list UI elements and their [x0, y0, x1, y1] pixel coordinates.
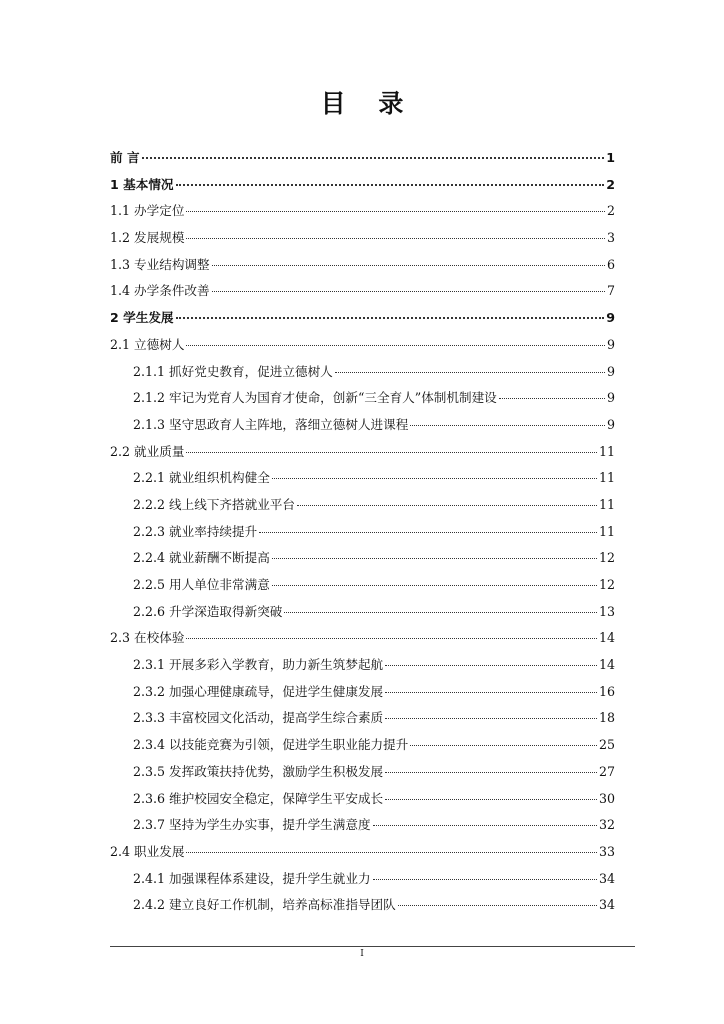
- toc-entry[interactable]: [110, 788, 615, 815]
- toc-entry-label: 1.1 办学定位: [110, 203, 185, 219]
- toc-dot-leader: [176, 317, 605, 319]
- toc-entry-label: 2.2.2 线上线下齐搭就业平台: [133, 496, 295, 512]
- toc-entry-page: 9: [606, 363, 615, 379]
- toc-entry-page: 34: [598, 870, 615, 886]
- toc-entry-label: 2.3.4 以技能竞赛为引领，促进学生职业能力提升: [133, 737, 409, 753]
- toc-entry[interactable]: [110, 627, 615, 654]
- toc-entry-page: 9: [606, 390, 615, 406]
- toc-entry-label: 1.2 发展规模: [110, 230, 185, 246]
- toc-dot-leader: [398, 905, 597, 906]
- toc-dot-leader: [186, 345, 605, 346]
- toc-dot-leader: [212, 265, 605, 266]
- toc-entry-page: 9: [606, 336, 615, 352]
- toc-entry[interactable]: [110, 841, 615, 868]
- toc-dot-leader: [176, 184, 605, 186]
- toc-entry-label: 2.4.1 加强课程体系建设，提升学生就业力: [133, 870, 371, 886]
- toc-entry-label: 2.2.1 就业组织机构健全: [133, 470, 270, 486]
- toc-dot-leader: [499, 398, 605, 399]
- toc-entry-label: 2.2.5 用人单位非常满意: [133, 577, 270, 592]
- toc-entry-label: 2.3.6 维护校园安全稳定，保障学生平安成长: [133, 790, 384, 806]
- toc-list: [110, 147, 615, 921]
- toc-entry-label: 2.2.3 就业率持续提升: [133, 523, 258, 539]
- toc-entry-label: 1 基本情况: [110, 176, 174, 192]
- toc-dot-leader: [373, 825, 597, 826]
- toc-entry-page: 12: [598, 550, 615, 566]
- toc-entry-label: 2.1.2 牢记为党育人为国育才使命，创新“三全育人”体制机制建设: [133, 390, 497, 406]
- toc-entry-page: 32: [598, 817, 615, 833]
- toc-dot-leader: [335, 372, 605, 373]
- toc-entry[interactable]: [110, 734, 615, 761]
- toc-entry[interactable]: [110, 681, 615, 708]
- toc-entry[interactable]: [110, 361, 615, 388]
- toc-entry[interactable]: [110, 601, 615, 628]
- toc-entry-label: 2.3.3 丰富校园文化活动，提高学生综合素质: [133, 710, 384, 726]
- toc-entry[interactable]: [110, 227, 615, 254]
- toc-entry-page: 6: [606, 256, 615, 272]
- toc-entry-page: 18: [598, 710, 615, 726]
- toc-entry-page: 9: [606, 310, 615, 326]
- toc-entry[interactable]: [110, 467, 615, 494]
- toc-entry-label: 2.2.6 升学深造取得新突破: [133, 603, 283, 619]
- toc-entry[interactable]: [110, 174, 615, 201]
- toc-entry[interactable]: [110, 280, 615, 307]
- toc-entry[interactable]: [110, 868, 615, 895]
- toc-dot-leader: [186, 238, 605, 239]
- toc-entry-page: 11: [598, 523, 615, 539]
- toc-entry[interactable]: [110, 441, 615, 468]
- toc-entry[interactable]: [110, 574, 615, 601]
- toc-entry-label: 2.3.2 加强心理健康疏导，促进学生健康发展: [133, 683, 384, 699]
- toc-dot-leader: [410, 745, 597, 746]
- toc-entry-page: 33: [598, 843, 615, 859]
- toc-entry-page: 25: [598, 737, 615, 753]
- toc-entry-label: 2.2 就业质量: [110, 443, 185, 459]
- toc-entry-page: 12: [598, 577, 615, 592]
- toc-dot-leader: [142, 157, 605, 159]
- toc-dot-leader: [259, 532, 597, 533]
- toc-entry-label: 2.3.1 开展多彩入学教育，助力新生筑梦起航: [133, 657, 384, 673]
- toc-dot-leader: [186, 211, 605, 212]
- toc-entry-label: 2.1.1 抓好党史教育，促进立德树人: [133, 363, 333, 379]
- toc-entry-label: 前 言: [110, 150, 140, 165]
- toc-entry-label: 2.3.5 发挥政策扶持优势，激励学生积极发展: [133, 763, 384, 779]
- toc-dot-leader: [385, 772, 597, 773]
- toc-dot-leader: [385, 692, 597, 693]
- toc-entry-label: 2.1 立德树人: [110, 336, 185, 352]
- toc-entry-page: 7: [606, 283, 615, 299]
- toc-entry[interactable]: [110, 654, 615, 681]
- toc-entry-label: 2.2.4 就业薪酬不断提高: [133, 550, 270, 566]
- toc-entry-page: 3: [606, 230, 615, 246]
- toc-entry[interactable]: [110, 547, 615, 574]
- toc-dot-leader: [272, 478, 597, 479]
- toc-entry-label: 1.4 办学条件改善: [110, 283, 210, 299]
- toc-entry[interactable]: [110, 254, 615, 281]
- toc-entry-page: 34: [598, 897, 615, 913]
- toc-dot-leader: [410, 425, 605, 426]
- toc-entry-label: 2.4 职业发展: [110, 843, 185, 859]
- toc-dot-leader: [212, 291, 605, 292]
- toc-dot-leader: [272, 585, 597, 586]
- toc-dot-leader: [385, 665, 597, 666]
- toc-entry[interactable]: [110, 334, 615, 361]
- toc-entry[interactable]: [110, 147, 615, 174]
- toc-dot-leader: [186, 452, 597, 453]
- toc-entry-label: 1.3 专业结构调整: [110, 256, 210, 272]
- toc-dot-leader: [385, 718, 597, 719]
- toc-dot-leader: [297, 505, 597, 506]
- toc-entry-page: 14: [598, 630, 615, 646]
- toc-entry[interactable]: [110, 307, 615, 334]
- toc-entry-page: 11: [598, 470, 615, 486]
- toc-entry-label: 2 学生发展: [110, 310, 174, 326]
- toc-entry-page: 13: [598, 603, 615, 619]
- toc-entry[interactable]: [110, 521, 615, 548]
- toc-entry[interactable]: [110, 894, 615, 921]
- toc-entry[interactable]: [110, 387, 615, 414]
- toc-dot-leader: [272, 558, 597, 559]
- toc-entry-page: 30: [598, 790, 615, 806]
- toc-entry-page: 16: [598, 683, 615, 699]
- toc-dot-leader: [284, 612, 597, 613]
- toc-entry-page: 2: [606, 176, 615, 192]
- toc-entry[interactable]: [110, 494, 615, 521]
- toc-entry-label: 2.3 在校体验: [110, 630, 185, 646]
- toc-entry-page: 9: [606, 416, 615, 432]
- toc-entry-page: 1: [606, 150, 615, 165]
- toc-entry-page: 11: [598, 496, 615, 512]
- toc-entry[interactable]: [110, 814, 615, 841]
- toc-entry-page: 11: [598, 443, 615, 459]
- footer-divider: [110, 946, 635, 947]
- toc-dot-leader: [385, 799, 597, 800]
- toc-dot-leader: [186, 638, 597, 639]
- toc-entry-page: 14: [598, 657, 615, 673]
- page-number: I: [360, 949, 364, 959]
- toc-entry-label: 2.4.2 建立良好工作机制，培养高标准指导团队: [133, 897, 396, 913]
- toc-entry[interactable]: [110, 200, 615, 227]
- toc-dot-leader: [186, 852, 597, 853]
- toc-entry[interactable]: [110, 414, 615, 441]
- toc-entry-page: 2: [606, 203, 615, 219]
- page-title: 目 录: [320, 89, 416, 118]
- toc-entry-label: 2.1.3 坚守思政育人主阵地，落细立德树人进课程: [133, 416, 409, 432]
- toc-entry[interactable]: [110, 707, 615, 734]
- toc-entry-label: 2.3.7 坚持为学生办实事，提升学生满意度: [133, 817, 371, 833]
- toc-dot-leader: [373, 879, 597, 880]
- toc-entry-page: 27: [598, 763, 615, 779]
- toc-entry[interactable]: [110, 761, 615, 788]
